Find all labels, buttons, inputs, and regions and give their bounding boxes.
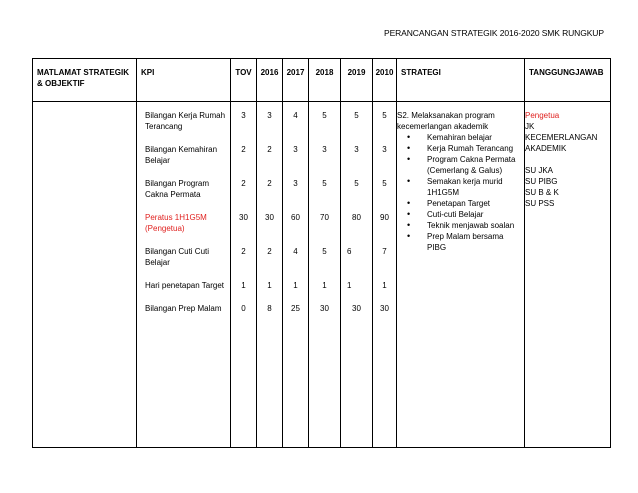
responsibility-line: SU PIBG bbox=[525, 177, 558, 186]
strategy-item: • Cuti-cuti Belajar bbox=[421, 209, 524, 220]
header-tov: TOV bbox=[231, 59, 257, 102]
values-2017 bbox=[283, 102, 309, 448]
value-2016: 2 bbox=[267, 247, 272, 256]
value-2019: 30 bbox=[352, 304, 361, 313]
responsibility-line: SU B & K bbox=[525, 188, 559, 197]
value-2016: 1 bbox=[267, 281, 272, 290]
values-2016 bbox=[257, 102, 283, 448]
tov-values bbox=[231, 102, 257, 448]
kpi-item: Hari penetapan Target bbox=[145, 281, 225, 290]
responsibility-line: SU PSS bbox=[525, 199, 555, 208]
value-2016: 30 bbox=[265, 213, 274, 222]
header-kpi: KPI bbox=[137, 59, 231, 102]
header-2019: 2019 bbox=[341, 59, 373, 102]
tov-value: 3 bbox=[241, 111, 246, 120]
header-responsibility: TANGGUNGJAWAB bbox=[525, 59, 611, 102]
value-2016: 3 bbox=[267, 111, 272, 120]
tov-value: 2 bbox=[241, 247, 246, 256]
header-objective: MATLAMAT STRATEGIK & OBJEKTIF bbox=[33, 59, 137, 102]
strategy-item: • Penetapan Target bbox=[421, 198, 524, 209]
responsibility-line: AKADEMIK bbox=[525, 144, 567, 153]
value-2017: 1 bbox=[293, 281, 298, 290]
strategy-item: • Kerja Rumah Terancang bbox=[421, 143, 524, 154]
header-2016: 2016 bbox=[257, 59, 283, 102]
value-2019: 5 bbox=[354, 111, 359, 120]
values-2018 bbox=[309, 102, 341, 448]
kpi-item: Bilangan Cuti Cuti Belajar bbox=[145, 247, 210, 267]
value-2018: 5 bbox=[322, 179, 327, 188]
value-2010: 7 bbox=[382, 247, 387, 256]
strategy-item: • Prep Malam bersama PIBG bbox=[421, 231, 524, 253]
value-2018: 70 bbox=[320, 213, 329, 222]
value-2010: 1 bbox=[382, 281, 387, 290]
value-2016: 8 bbox=[267, 304, 272, 313]
strategy-item: • Program Cakna Permata (Cemerlang & Galus) bbox=[421, 154, 524, 176]
values-2010 bbox=[373, 102, 397, 448]
strategy-heading: S2. Melaksanakan program kecemerlangan akademik bbox=[397, 111, 495, 131]
value-2017: 3 bbox=[293, 145, 298, 154]
kpi-item: Bilangan Program Cakna Permata bbox=[145, 179, 210, 199]
strategic-plan-table bbox=[32, 58, 611, 448]
header-strategy: STRATEGI bbox=[397, 59, 525, 102]
strategy-item: • Semakan kerja murid 1H1G5M bbox=[421, 176, 524, 198]
strategy-item: • Kemahiran belajar bbox=[421, 132, 524, 143]
strategy-list bbox=[397, 132, 524, 253]
table-row bbox=[33, 102, 611, 448]
value-2017: 3 bbox=[293, 179, 298, 188]
value-2010: 3 bbox=[382, 145, 387, 154]
responsibility-line: JK bbox=[525, 122, 535, 131]
table-header-row bbox=[33, 59, 611, 102]
value-2019: 80 bbox=[352, 213, 361, 222]
value-2018: 3 bbox=[322, 145, 327, 154]
kpi-cell bbox=[137, 102, 231, 448]
value-2019: 6 bbox=[347, 247, 352, 256]
value-2010: 5 bbox=[382, 179, 387, 188]
kpi-item: Bilangan Kemahiran Belajar bbox=[145, 145, 218, 165]
header-2018: 2018 bbox=[309, 59, 341, 102]
value-2010: 5 bbox=[382, 111, 387, 120]
strategy-cell bbox=[397, 102, 525, 448]
kpi-item-highlighted: Peratus 1H1G5M (Pengetua) bbox=[145, 213, 207, 233]
tov-value: 0 bbox=[241, 304, 246, 313]
value-2017: 4 bbox=[293, 111, 298, 120]
responsibility-lead: Pengetua bbox=[525, 111, 560, 120]
value-2016: 2 bbox=[267, 145, 272, 154]
tov-value: 1 bbox=[241, 281, 246, 290]
value-2019: 1 bbox=[347, 281, 352, 290]
tov-value: 30 bbox=[239, 213, 248, 222]
document-title: PERANCANGAN STRATEGIK 2016-2020 SMK RUNGKUP bbox=[384, 28, 604, 38]
tov-value: 2 bbox=[241, 179, 246, 188]
values-2019 bbox=[341, 102, 373, 448]
value-2010: 90 bbox=[380, 213, 389, 222]
value-2010: 30 bbox=[380, 304, 389, 313]
kpi-item: Bilangan Kerja Rumah Terancang bbox=[145, 111, 226, 131]
value-2017: 60 bbox=[291, 213, 300, 222]
tov-value: 2 bbox=[241, 145, 246, 154]
value-2019: 3 bbox=[354, 145, 359, 154]
value-2016: 2 bbox=[267, 179, 272, 188]
kpi-item: Bilangan Prep Malam bbox=[145, 304, 222, 313]
value-2018: 1 bbox=[322, 281, 327, 290]
value-2018: 5 bbox=[322, 111, 327, 120]
strategy-item: • Teknik menjawab soalan bbox=[421, 220, 524, 231]
value-2017: 25 bbox=[291, 304, 300, 313]
objective-cell bbox=[33, 102, 137, 448]
responsibility-line: SU JKA bbox=[525, 166, 554, 175]
value-2018: 30 bbox=[320, 304, 329, 313]
value-2017: 4 bbox=[293, 247, 298, 256]
value-2018: 5 bbox=[322, 247, 327, 256]
header-2010: 2010 bbox=[373, 59, 397, 102]
value-2019: 5 bbox=[354, 179, 359, 188]
responsibility-line: KECEMERLANGAN bbox=[525, 133, 598, 142]
header-2017: 2017 bbox=[283, 59, 309, 102]
responsibility-cell bbox=[525, 102, 611, 448]
